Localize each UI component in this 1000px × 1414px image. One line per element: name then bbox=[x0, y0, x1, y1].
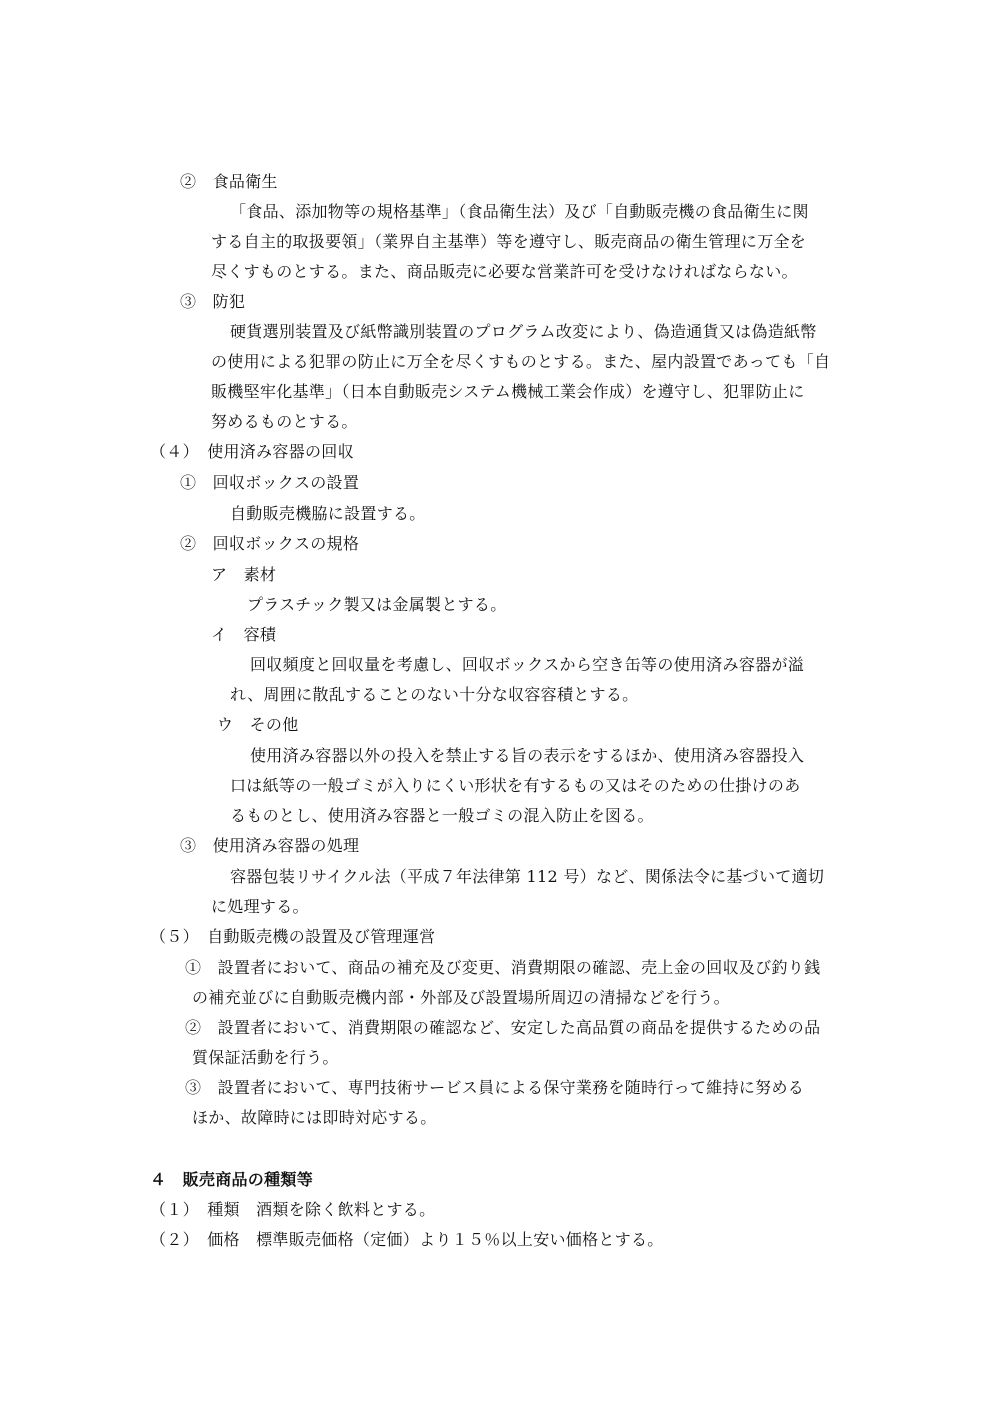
list-item: 質保証活動を行う。 bbox=[192, 1048, 339, 1067]
section-heading: （４） 使用済み容器の回収 bbox=[150, 442, 354, 461]
paragraph-line: 自動販売機脇に設置する。 bbox=[230, 504, 426, 523]
list-item: の補充並びに自動販売機内部・外部及び設置場所周辺の清掃などを行う。 bbox=[192, 988, 730, 1007]
subsection-heading: ② 食品衛生 bbox=[180, 172, 278, 191]
paragraph-line: の使用による犯罪の防止に万全を尽くすものとする。また、屋内設置であっても「自 bbox=[211, 352, 831, 371]
paragraph-line: する自主的取扱要領」（業界自主基準）等を遵守し、販売商品の衛生管理に万全を bbox=[211, 232, 807, 251]
paragraph-line: 口は紙等の一般ゴミが入りにくい形状を有するもの又はそのための仕掛けのあ bbox=[230, 776, 801, 795]
subsection-heading: ① 回収ボックスの設置 bbox=[180, 473, 360, 492]
paragraph-line: 努めるものとする。 bbox=[211, 412, 358, 431]
subsection-heading: ③ 防犯 bbox=[180, 292, 246, 311]
paragraph-line: 「食品、添加物等の規格基準」（食品衛生法）及び「自動販売機の食品衛生に関 bbox=[230, 202, 809, 221]
subsection-heading: ② 回収ボックスの規格 bbox=[180, 534, 360, 553]
item-heading: ウ その他 bbox=[217, 715, 299, 734]
paragraph-line: に処理する。 bbox=[211, 897, 309, 916]
paragraph-line: プラスチック製又は金属製とする。 bbox=[247, 595, 507, 614]
item-heading: ア 素材 bbox=[211, 565, 277, 584]
subsection-heading: ③ 使用済み容器の処理 bbox=[180, 836, 360, 855]
list-item: ③ 設置者において、専門技術サービス員による保守業務を随時行って維持に努める bbox=[185, 1078, 805, 1097]
paragraph-line: 容器包装リサイクル法（平成７年法律第 112 号）など、関係法令に基づいて適切 bbox=[230, 867, 825, 886]
paragraph-line: 使用済み容器以外の投入を禁止する旨の表示をするほか、使用済み容器投入 bbox=[250, 746, 805, 765]
paragraph-line: るものとし、使用済み容器と一般ゴミの混入防止を図る。 bbox=[230, 806, 654, 825]
paragraph-line: れ、周囲に散乱することのない十分な収容容積とする。 bbox=[230, 685, 639, 704]
section-heading: （５） 自動販売機の設置及び管理運営 bbox=[150, 927, 436, 946]
paragraph-line: 尽くすものとする。また、商品販売に必要な営業許可を受けなければならない。 bbox=[211, 262, 798, 281]
item-heading: イ 容積 bbox=[211, 625, 277, 644]
list-item: ① 設置者において、商品の補充及び変更、消費期限の確認、売上金の回収及び釣り銭 bbox=[185, 958, 821, 977]
paragraph-line: 硬貨選別装置及び紙幣識別装置のプログラム改変により、偽造通貨又は偽造紙幣 bbox=[230, 322, 817, 341]
paragraph-line: 回収頻度と回収量を考慮し、回収ボックスから空き缶等の使用済み容器が溢 bbox=[250, 655, 805, 674]
chapter-heading: ４ 販売商品の種類等 bbox=[150, 1170, 314, 1189]
paragraph-line: 販機堅牢化基準」（日本自動販売システム機械工業会作成）を遵守し、犯罪防止に bbox=[211, 382, 805, 401]
list-item: ② 設置者において、消費期限の確認など、安定した高品質の商品を提供するための品 bbox=[185, 1018, 821, 1037]
paragraph-line: （２） 価格 標準販売価格（定価）より１５％以上安い価格とする。 bbox=[150, 1230, 664, 1249]
list-item: ほか、故障時には即時対応する。 bbox=[192, 1108, 437, 1127]
paragraph-line: （１） 種類 酒類を除く飲料とする。 bbox=[150, 1200, 436, 1219]
